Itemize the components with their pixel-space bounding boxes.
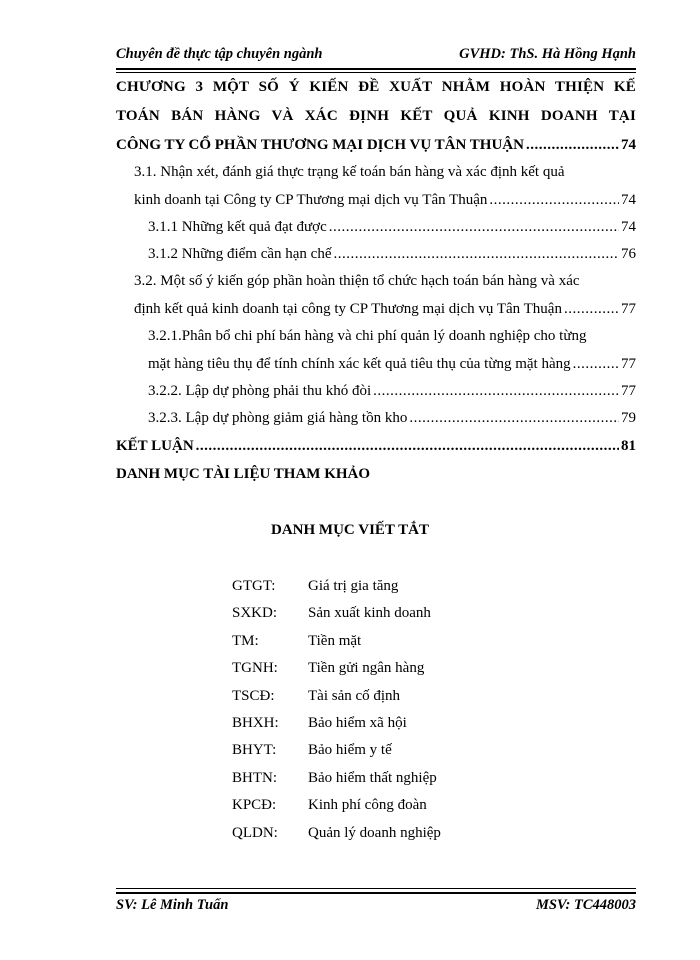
toc-section-3-1-line1[interactable]: 3.1. Nhận xét, đánh giá thực trạng kế toán bán hàng và xác định kết quả [134,164,565,180]
abbreviation-code: QLDN: [232,825,278,841]
toc-section-3-2-line1[interactable]: 3.2. Một số ý kiến góp phần hoàn thiện tổ chức hạch toán bán hàng và xác [134,273,580,289]
toc-section-3-2-2[interactable]: 3.2.2. Lập dự phòng phải thu khó đòi ..... 77 [148,383,636,400]
toc-section-3-2-3[interactable]: 3.2.3. Lập dự phòng giảm giá hàng tồn kho ..... 79 [148,410,636,427]
abbreviation-row [232,742,392,759]
toc-section-3-2-1-line1[interactable]: 3.2.1.Phân bổ chi phí bán hàng và chi phí quản lý doanh nghiệp cho từng [148,328,587,344]
abbreviation-meaning: Sản xuất kinh doanh [308,605,431,621]
toc-page-number: 74 [621,137,636,153]
footer-student-name: SV: Lê Minh Tuấn [116,897,229,913]
footer-rule [116,892,636,894]
abbreviation-code: TM: [232,633,259,649]
abbreviation-meaning: Bảo hiểm y tế [308,742,392,758]
toc-page-number: 77 [621,356,636,372]
abbreviation-code: BHYT: [232,742,277,758]
abbreviation-meaning: Quản lý doanh nghiệp [308,825,441,841]
toc-chapter3-line2[interactable]: TOÁN BÁN HÀNG VÀ XÁC ĐỊNH KẾT QUẢ KINH DOANH TẠI [116,108,636,124]
abbreviation-meaning: Giá trị gia tăng [308,578,399,594]
abbreviation-row [232,797,427,814]
abbreviation-code: BHTN: [232,770,277,786]
abbreviation-row [232,715,407,732]
abbreviation-row [232,660,424,677]
toc-section-3-2-1-line2[interactable]: mặt hàng tiêu thụ để tính chính xác kết quả tiêu thụ của từng mặt hàng ..... 77 [148,356,636,373]
abbreviation-meaning: Bảo hiểm xã hội [308,715,407,731]
page-footer [116,897,636,914]
abbreviation-meaning: Kinh phí công đoàn [308,797,427,813]
abbreviation-row [232,633,361,650]
abbreviation-meaning: Bảo hiểm thất nghiệp [308,770,437,786]
toc-leader-dots [526,137,619,154]
abbreviation-row [232,605,431,622]
header-rule [116,68,636,70]
abbreviation-code: TGNH: [232,660,278,676]
toc-leader-dots [329,219,619,236]
abbreviation-meaning: Tài sản cố định [308,688,401,704]
abbreviations-title: DANH MỤC VIẾT TẮT [271,522,429,538]
toc-section-3-1-line2[interactable]: kinh doanh tại Công ty CP Thương mại dịch vụ Tân Thuận ..... 74 [134,192,636,209]
toc-page-number: 74 [621,192,636,208]
toc-leader-dots [564,301,619,318]
toc-leader-dots [373,383,619,400]
toc-leader-dots [489,192,619,209]
header-supervisor: GVHD: ThS. Hà Hồng Hạnh [459,46,636,62]
toc-leader-dots [409,410,619,427]
abbreviation-row [232,578,398,595]
toc-section-3-2-line2[interactable]: định kết quả kinh doanh tại công ty CP Thương mại dịch vụ Tân Thuận ..... 77 [134,301,636,318]
abbreviation-meaning: Tiền mặt [308,633,362,649]
abbreviation-code: TSCĐ: [232,688,275,704]
abbreviation-code: GTGT: [232,578,276,594]
toc-conclusion[interactable]: KẾT LUẬN ..... 81 [116,438,636,455]
toc-chapter3-title-end: CÔNG TY CỔ PHẦN THƯƠNG MẠI DỊCH VỤ TÂN THUẬN [116,137,524,153]
footer-student-id: MSV: TC448003 [535,897,636,913]
toc-references[interactable]: DANH MỤC TÀI LIỆU THAM KHẢO [116,466,371,482]
toc-page-number: 79 [621,410,636,426]
toc-section-3-1-1[interactable]: 3.1.1 Những kết quả đạt được ..... 74 [148,219,636,236]
abbreviation-code: BHXH: [232,715,279,731]
toc-leader-dots [196,438,619,455]
toc-leader-dots [573,356,619,373]
abbreviation-row [232,825,441,842]
toc-page-number: 74 [621,219,636,235]
abbreviation-row [232,688,400,705]
header-rule-thin [116,72,636,73]
abbreviation-code: SXKD: [232,605,278,621]
header-course-title: Chuyên đề thực tập chuyên ngành [116,46,323,62]
abbreviation-meaning: Tiền gửi ngân hàng [308,660,425,676]
footer-rule-thin [116,888,636,889]
toc-chapter3-line3[interactable] [116,137,636,154]
toc-page-number: 81 [621,438,636,454]
toc-page-number: 76 [621,246,636,262]
toc-page-number: 77 [621,383,636,399]
abbreviation-row [232,770,437,787]
abbreviation-code: KPCĐ: [232,797,277,813]
toc-section-3-1-2[interactable]: 3.1.2 Những điểm cần hạn chế ..... 76 [148,246,636,263]
page-header [116,45,636,63]
toc-leader-dots [334,246,620,263]
toc-chapter3-line1[interactable]: CHƯƠNG 3 MỘT SỐ Ý KIẾN ĐỀ XUẤT NHẰM HOÀN THIỆN KẾ [116,79,636,95]
toc-page-number: 77 [621,301,636,317]
